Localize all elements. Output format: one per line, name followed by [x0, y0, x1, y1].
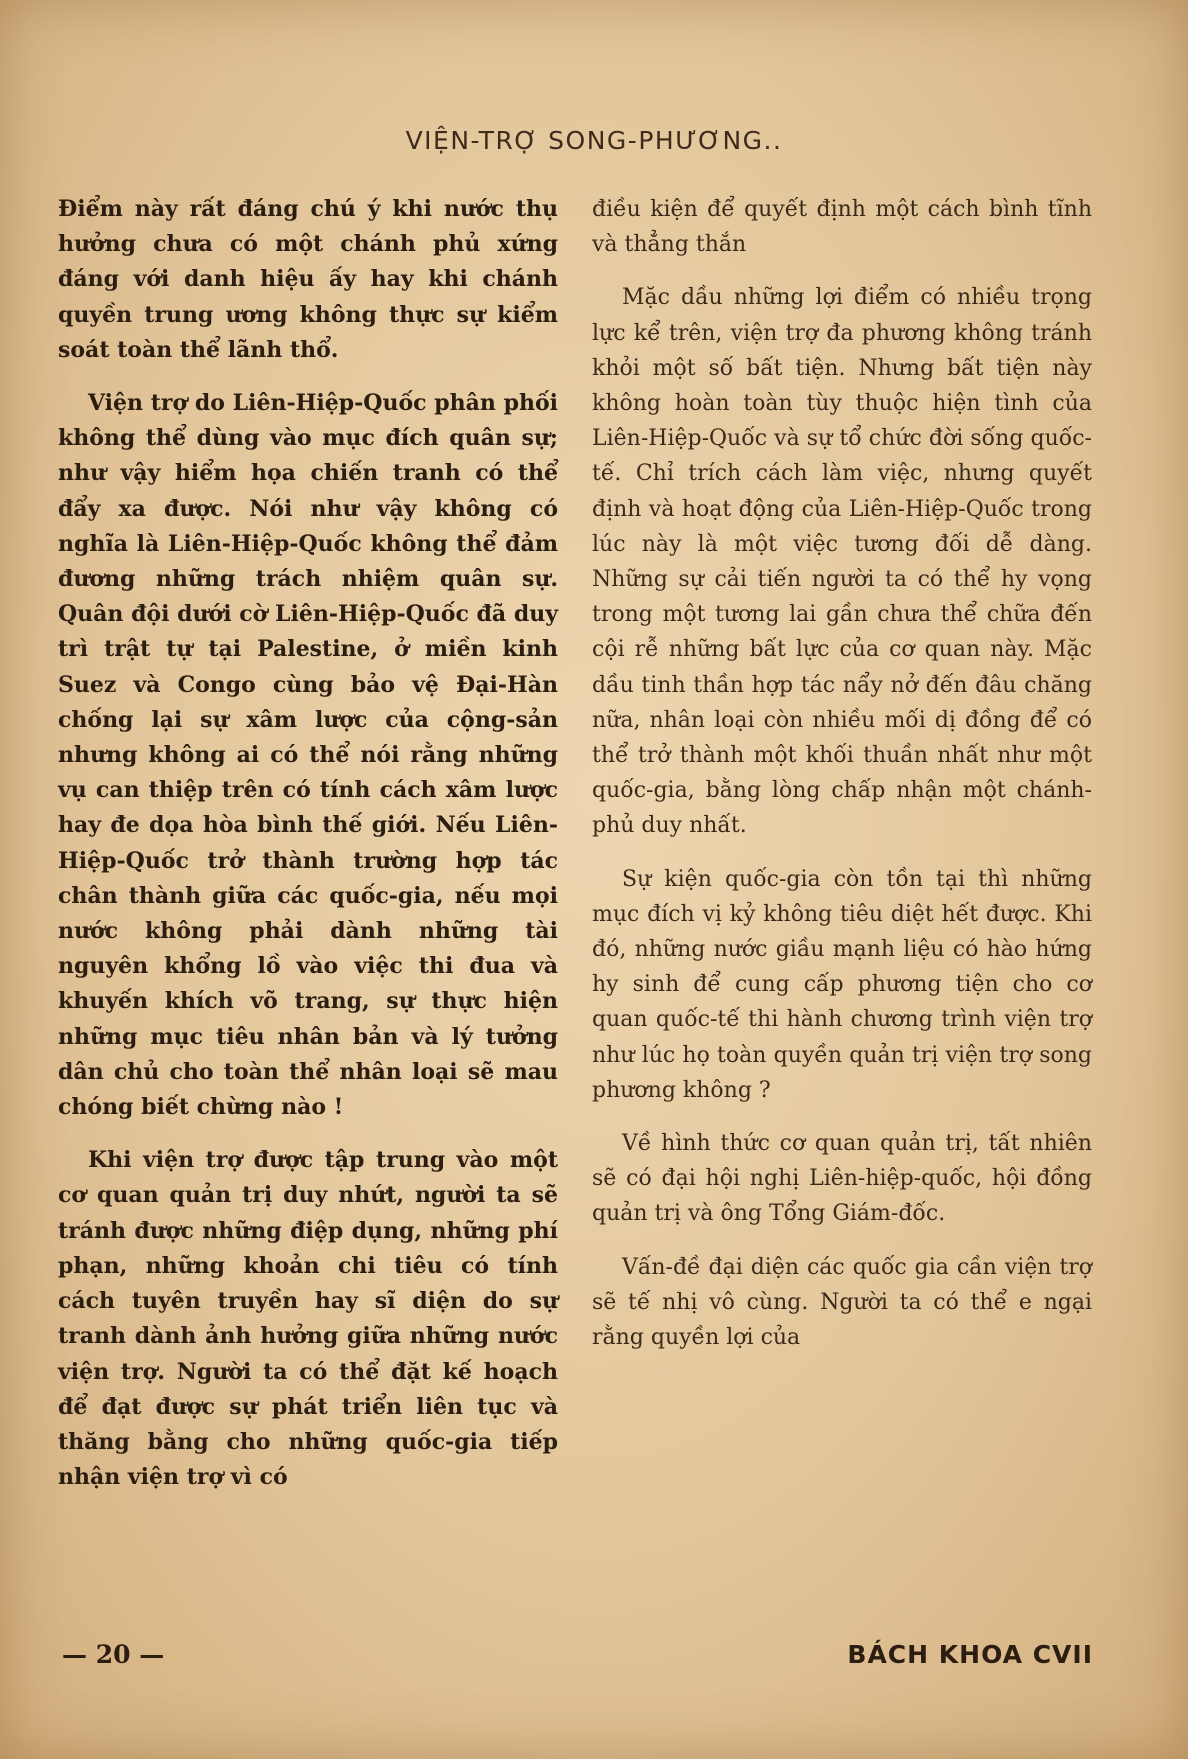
page-number: — 20 — — [62, 1640, 165, 1669]
paragraph: Viện trợ do Liên-Hiệp-Quốc phân phối không thể dùng vào mục đích quân sự; như vậy hiểm họa chiến tranh có thể đẩy xa được. Nói như vậy không có nghĩa là Liên-Hiệp-Quốc không thể đảm đương những trách nhiệm quân sự. Quân đội dưới cờ Liên-Hiệp-Quốc đã duy trì trật tự tại Palestine, ở miền kinh Suez và Congo cùng bảo vệ Đại-Hàn chống lại sự xâm lược của cộng-sản nhưng không ai có thể nói rằng những vụ can thiệp trên có tính cách xâm lược hay đe dọa hòa bình thế giới. Nếu Liên-Hiệp-Quốc trở thành trường hợp tác chân thành giữa các quốc-gia, nếu mọi nước không phải dành những tài nguyên khổng lồ vào việc thi đua và khuyến khích võ trang, sự thực hiện những mục tiêu nhân bản và lý tưởng dân chủ cho toàn thể nhân loại sẽ mau chóng biết chừng nào ! — [58, 390, 558, 1121]
paragraph: điều kiện để quyết định một cách bình tĩnh và thẳng thắn — [592, 197, 1092, 258]
paragraph: Khi viện trợ được tập trung vào một cơ quan quản trị duy nhứt, người ta sẽ tránh được những điệp dụng, những phí phạn, những khoản chi tiêu có tính cách tuyên truyền hay sĩ diện do sự tranh dành ảnh hưởng giữa những nước viện trợ. Người ta có thể đặt kế hoạch để đạt được sự phát triển liên tục và thăng bằng cho những quốc-gia tiếp nhận viện trợ vì có — [58, 1147, 558, 1491]
left-column — [58, 192, 558, 1495]
paragraph: Vấn-đề đại diện các quốc gia cần viện trợ sẽ tế nhị vô cùng. Người ta có thể e ngại rằng quyền lợi của — [592, 1254, 1092, 1351]
paragraph: Về hình thức cơ quan quản trị, tất nhiên sẽ có đại hội nghị Liên-hiệp-quốc, hội đồng quản trị và ông Tổng Giám-đốc. — [592, 1131, 1092, 1227]
paragraph: Mặc dầu những lợi điểm có nhiều trọng lực kể trên, viện trợ đa phương không tránh khỏi một số bất tiện. Nhưng bất tiện này không hoàn toàn tùy thuộc hiện tình của Liên-Hiệp-Quốc và sự tổ chức đời sống quốc-tế. Chỉ trích cách làm việc, nhưng quyết định và hoạt động của Liên-Hiệp-Quốc trong lúc này là một việc tương đối dễ dàng. Những sự cải tiến người ta có thể hy vọng trong một tương lai gần chưa thể chữa đến cội rễ những bất lực của cơ quan này. Mặc dầu tinh thần hợp tác nẩy nở đến đâu chăng nữa, nhân loại còn nhiều mối dị đồng để có thể trở thành một khối thuần nhất như một quốc-gia, bằng lòng chấp nhận một chánh-phủ duy nhất. — [592, 285, 1092, 839]
publication-name: BÁCH KHOA CVII — [847, 1640, 1093, 1669]
right-column — [592, 192, 1092, 1355]
paragraph: Sự kiện quốc-gia còn tồn tại thì những mục đích vị kỷ không tiêu diệt hết được. Khi đó, những nước giầu mạnh liệu có hào hứng hy sinh để cung cấp phương tiện cho cơ quan quốc-tế thi hành chương trình viện trợ như lúc họ toàn quyền quản trị viện trợ song phương không ? — [592, 866, 1092, 1103]
paragraph: Điểm này rất đáng chú ý khi nước thụ hưởng chưa có một chánh phủ xứng đáng với danh hiệu ấy hay khi chánh quyền trung ương không thực sự kiểm soát toàn thể lãnh thổ. — [58, 196, 558, 363]
running-header: VIỆN-TRỢ SONG-PHƯƠNG.. — [405, 126, 783, 155]
